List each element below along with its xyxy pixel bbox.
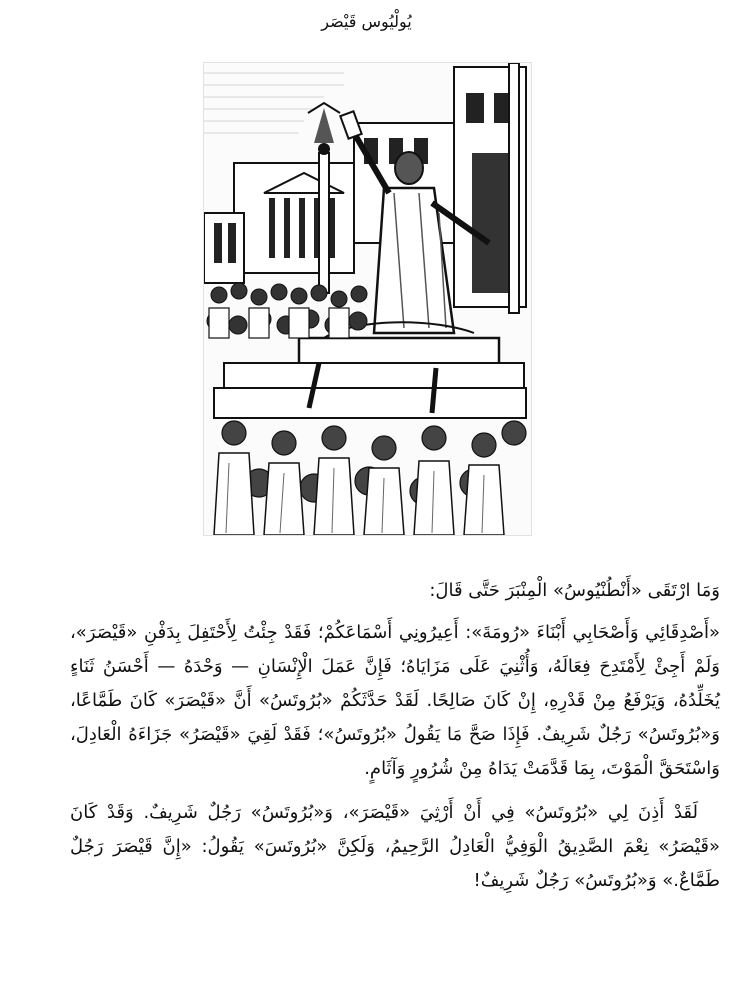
paragraph-2: لَقَدْ أَذِنَ لِي «بُرُوتَسُ» فِي أَنْ أَرْثِيَ «قَيْصَرَ»، وَ«بُرُوتَسُ» رَجُلٌ شَرِيفٌ. وَقَدْ كَانَ «قَيْصَرُ» نِعْمَ الصَّدِيقُ الْوَفِيُّ الْعَادِلُ الرَّحِيمُ، وَلَكِنَّ «بُرُوتَسَ» يَقُولُ: «إِنَّ قَيْصَرَ رَجُلٌ طَمَّاعٌ.» وَ«بُرُوتَسُ» رَجُلٌ شَرِيفٌ! — [70, 802, 720, 891]
orator-crowd-icon — [204, 63, 531, 535]
running-head: يُولْيُوس قَيْصَر — [321, 12, 412, 31]
intro-line: وَمَا ارْتَقَى «أَنْطُنْيُوسُ» الْمِنْبَرَ حَتَّى قَالَ: — [429, 580, 720, 601]
body-text — [70, 574, 720, 908]
paragraph-1: «أَصْدِقَائِي وَأَصْحَابِي أَبْنَاءَ «رُومَةَ»: أَعِيرُونِي أَسْمَاعَكُمْ؛ فَقَدْ جِئْتُ لِأَحْتَفِلَ بِدَفْنِ «قَيْصَرَ»، وَلَمْ أَجِئْ لِأَمْتَدِحَ فِعَالَهُ، وَأُثْنِيَ عَلَى مَزَايَاهُ؛ فَإِنَّ عَمَلَ الْإِنْسَانِ — وَحْدَهُ — أَحْسَنُ ثَنَاءٍ يُخَلِّدُهُ، وَيَرْفَعُ مِنْ قَدْرِهِ، إِنْ كَانَ صَالِحًا. لَقَدْ حَدَّثَكُمْ «بُرُوتَسُ» أَنَّ «قَيْصَرَ» كَانَ طَمَّاعًا، وَ«بُرُوتَسُ» رَجُلٌ شَرِيفٌ. فَإِذَا صَحَّ مَا يَقُولُ «بُرُوتَسُ»؛ فَقَدْ لَقِيَ «قَيْصَرُ» جَزَاءَهُ الْعَادِلَ، وَاسْتَحَقَّ الْمَوْتَ، بِمَا قَدَّمَتْ يَدَاهُ مِنْ شُرُورٍ وَآثَامٍ. — [70, 622, 720, 779]
engraving-illustration — [203, 62, 532, 536]
